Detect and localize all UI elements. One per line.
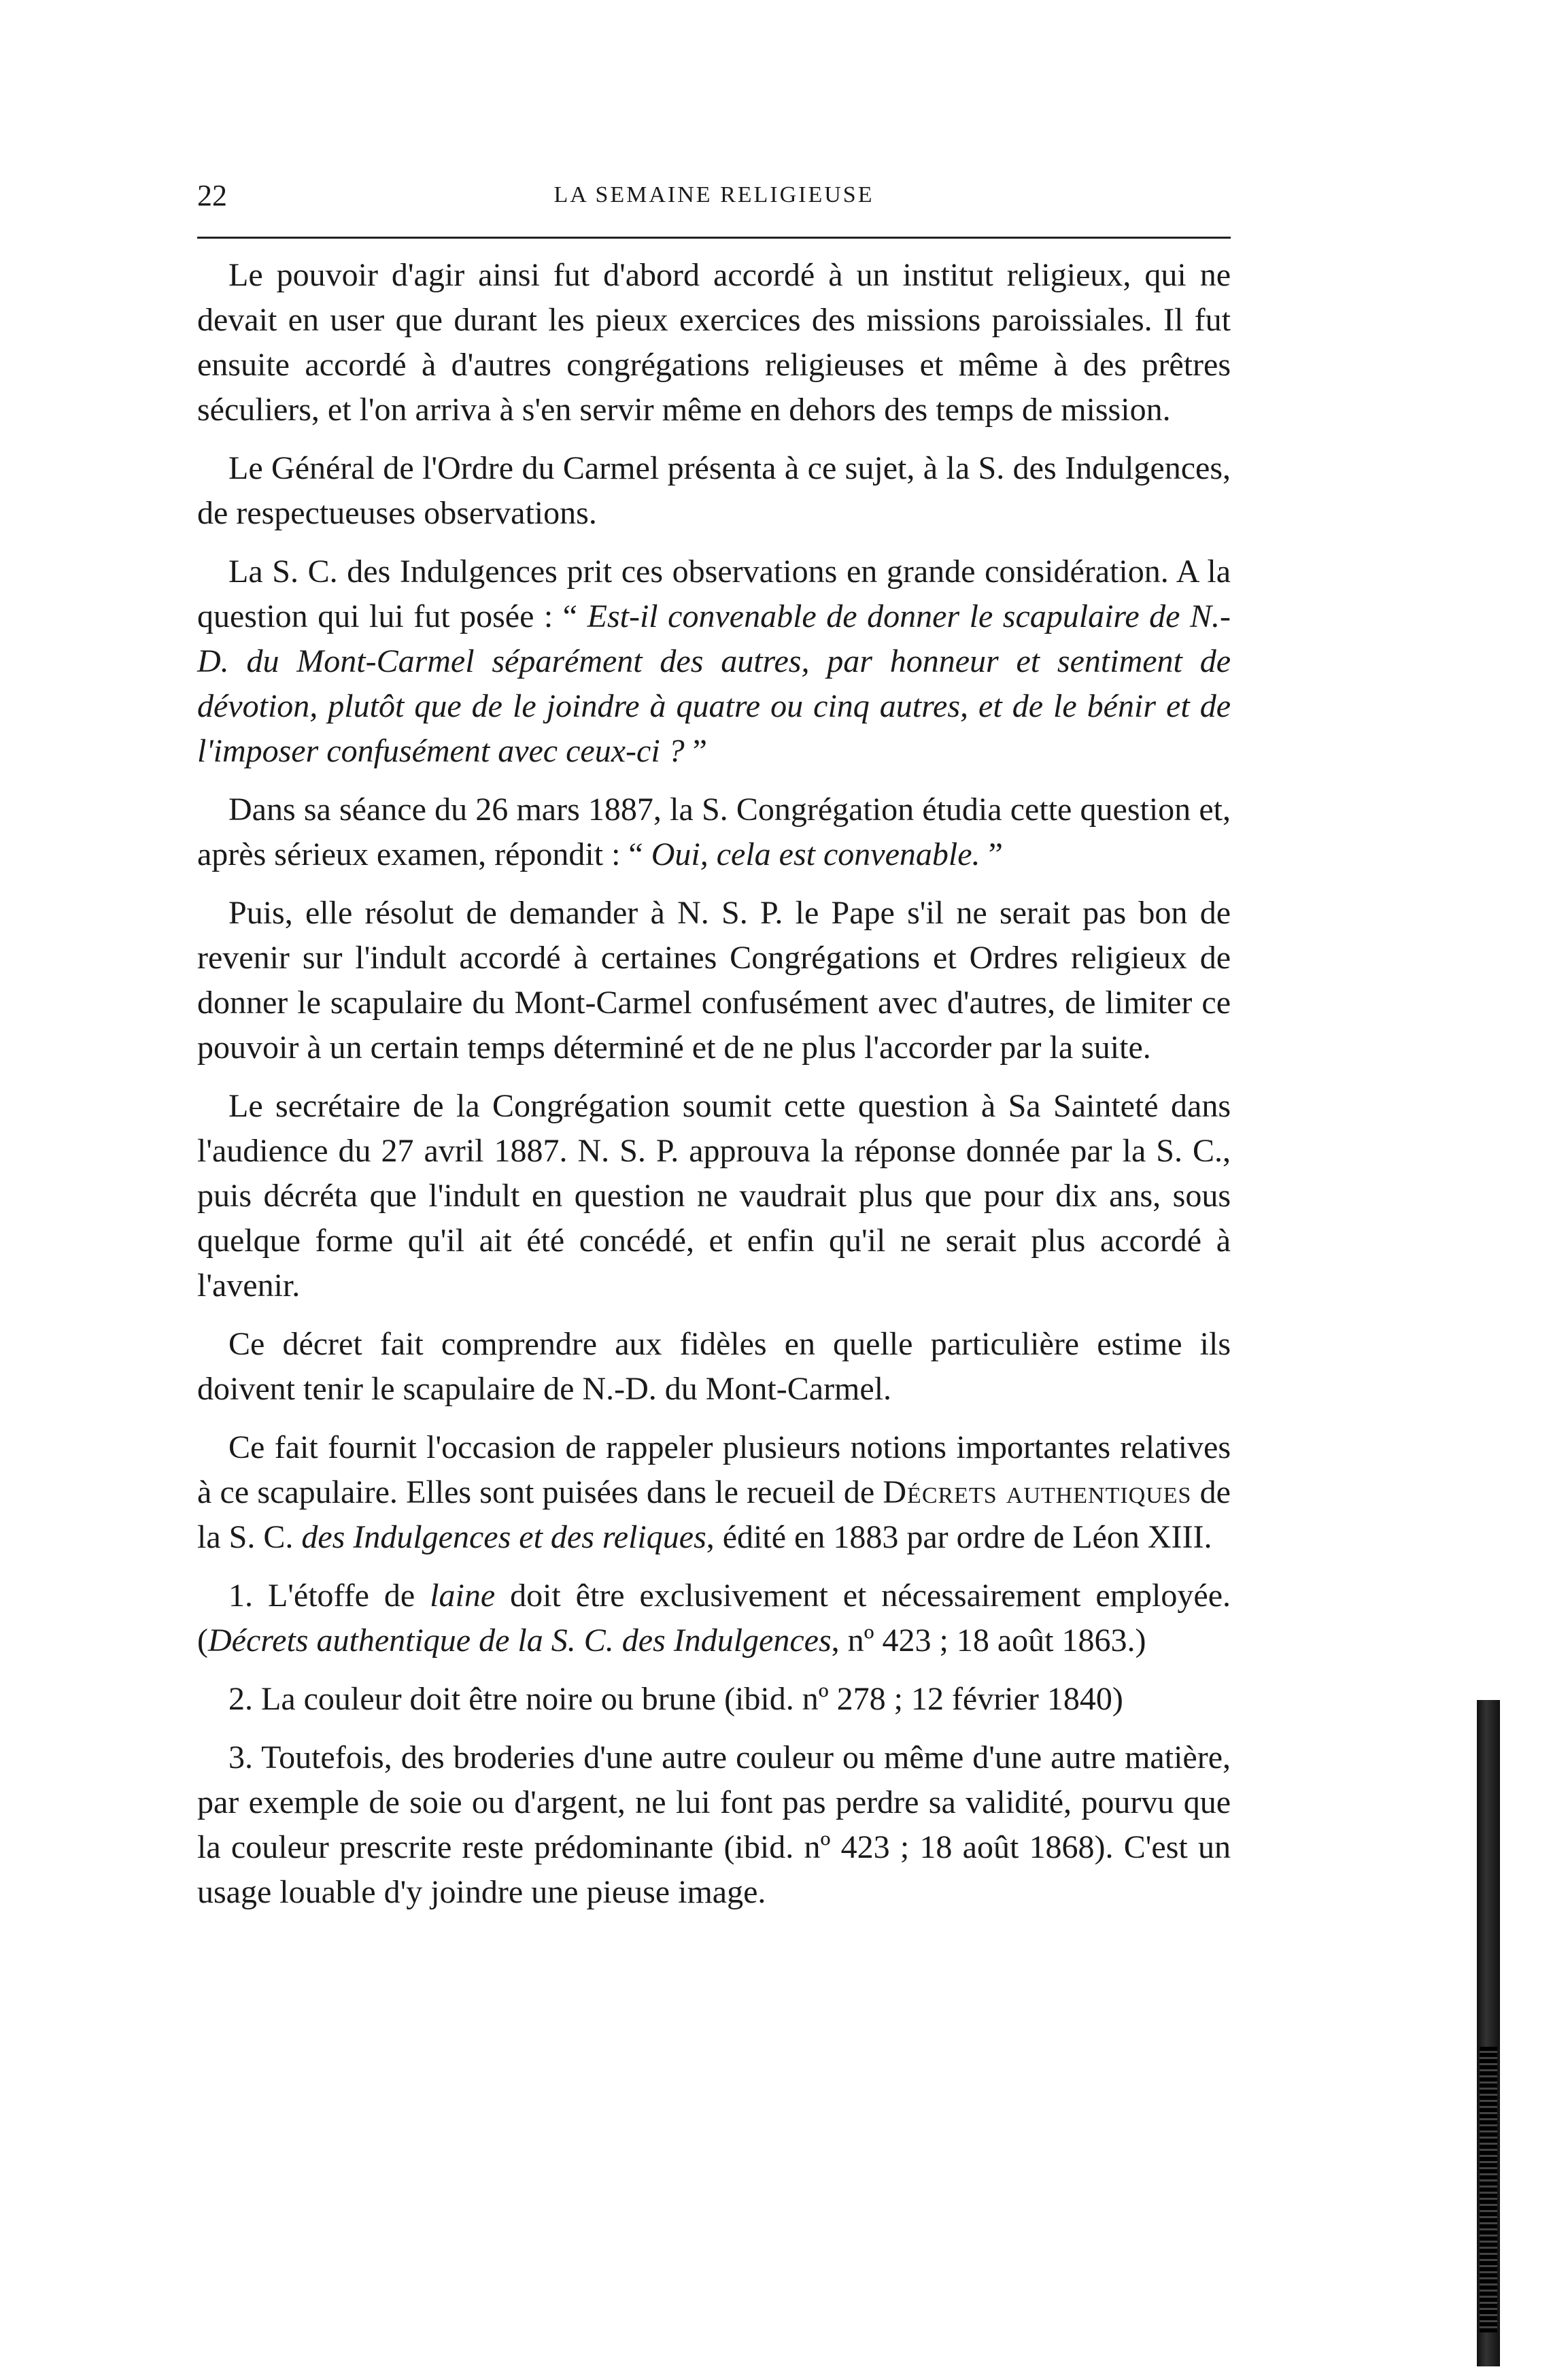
- body-text: [197, 253, 1231, 1928]
- running-title: LA SEMAINE RELIGIEUSE: [553, 182, 874, 207]
- paragraph-8-smallcaps: Décrets authentiques: [883, 1474, 1192, 1510]
- paragraph-3-text: La S. C. des Indulgences prit ces observations en grande considération. A la question qui lui fut posée : “: [197, 554, 1231, 634]
- paragraph-11: 3. Toutefois, des broderies d'une autre couleur ou même d'une autre matière, par exemple de soie ou d'argent, ne lui font pas perdre sa validité, pourvu que la couleur prescrite reste prédominante (ibid. nº 423 ; 18 août 1868). C'est un usage louable d'y joindre une pieuse image.: [197, 1739, 1231, 1910]
- scan-edge-texture: [1480, 2047, 1497, 2332]
- paragraph-9: [197, 1574, 1231, 1663]
- paragraph-9-citation: Décrets authentique de la S. C. des Indulgences: [207, 1622, 832, 1659]
- paragraph-8-mid: de la S. C.: [197, 1474, 1231, 1555]
- paragraph-8-end: , édité en 1883 par ordre de Léon XIII.: [706, 1519, 1212, 1555]
- paragraph-1: Le pouvoir d'agir ainsi fut d'abord accordé à un institut religieux, qui ne devait en user que durant les pieux exercices des missions paroissiales. Il fut ensuite accordé à d'autres congrégations religieuses et même à des prêtres séculiers, et l'on arriva à s'en servir même en dehors des temps de mission.: [197, 257, 1231, 428]
- paragraph-8: [197, 1425, 1231, 1560]
- paragraph-9-end: , nº 423 ; 18 août 1863.): [831, 1622, 1146, 1659]
- paragraph-10: 2. La couleur doit être noire ou brune (ibid. nº 278 ; 12 février 1840): [228, 1681, 1123, 1717]
- paragraph-8-text: Ce fait fournit l'occasion de rappeler plusieurs notions importantes relatives à ce scapulaire. Elles sont puisées dans le recueil de: [197, 1429, 1231, 1510]
- page-number: 22: [197, 179, 227, 212]
- paragraph-3-end: ”: [684, 733, 707, 769]
- paragraph-3-question: Est-il convenable de donner le scapulaire de N.-D. du Mont-Carmel séparément des autres, par honneur et sentiment de dévotion, plutôt que de le joindre à quatre ou cinq autres, et de le bénir et de l'imposer confusément avec ceux-ci ?: [197, 598, 1231, 769]
- header-rule: [197, 237, 1231, 239]
- paragraph-4: [197, 787, 1231, 877]
- page-header: [197, 178, 1231, 226]
- paragraph-9-mid: doit être exclusivement et nécessairement employée. (: [197, 1578, 1231, 1659]
- paragraph-4-end: ”: [980, 836, 1003, 872]
- paragraph-4-answer: Oui, cela est convenable.: [651, 836, 980, 872]
- paragraph-2: Le Général de l'Ordre du Carmel présenta à ce sujet, à la S. des Indulgences, de respectueuses observations.: [197, 450, 1231, 531]
- paragraph-7: Ce décret fait comprendre aux fidèles en quelle particulière estime ils doivent tenir le scapulaire de N.-D. du Mont-Carmel.: [197, 1326, 1231, 1407]
- paragraph-6: Le secrétaire de la Congrégation soumit cette question à Sa Sainteté dans l'audience du 27 avril 1887. N. S. P. approuva la réponse donnée par la S. C., puis décréta que l'indult en question ne vaudrait plus que pour dix ans, sous quelque forme qu'il ait été concédé, et enfin qu'il ne serait plus accordé à l'avenir.: [197, 1088, 1231, 1304]
- paragraph-4-text: Dans sa séance du 26 mars 1887, la S. Congrégation étudia cette question et, après sérieux examen, répondit : “: [197, 792, 1231, 872]
- paragraph-5: Puis, elle résolut de demander à N. S. P. le Pape s'il ne serait pas bon de revenir sur l'indult accordé à certaines Congrégations et Ordres religieux de donner le scapulaire du Mont-Carmel confusément avec d'autres, de limiter ce pouvoir à un certain temps déterminé et de ne plus l'accorder par la suite.: [197, 895, 1231, 1066]
- paragraph-9-italic: laine: [430, 1578, 496, 1614]
- paragraph-9-text: 1. L'étoffe de: [228, 1578, 430, 1614]
- paragraph-8-italic: des Indulgences et des reliques: [301, 1519, 706, 1555]
- paragraph-3: [197, 549, 1231, 774]
